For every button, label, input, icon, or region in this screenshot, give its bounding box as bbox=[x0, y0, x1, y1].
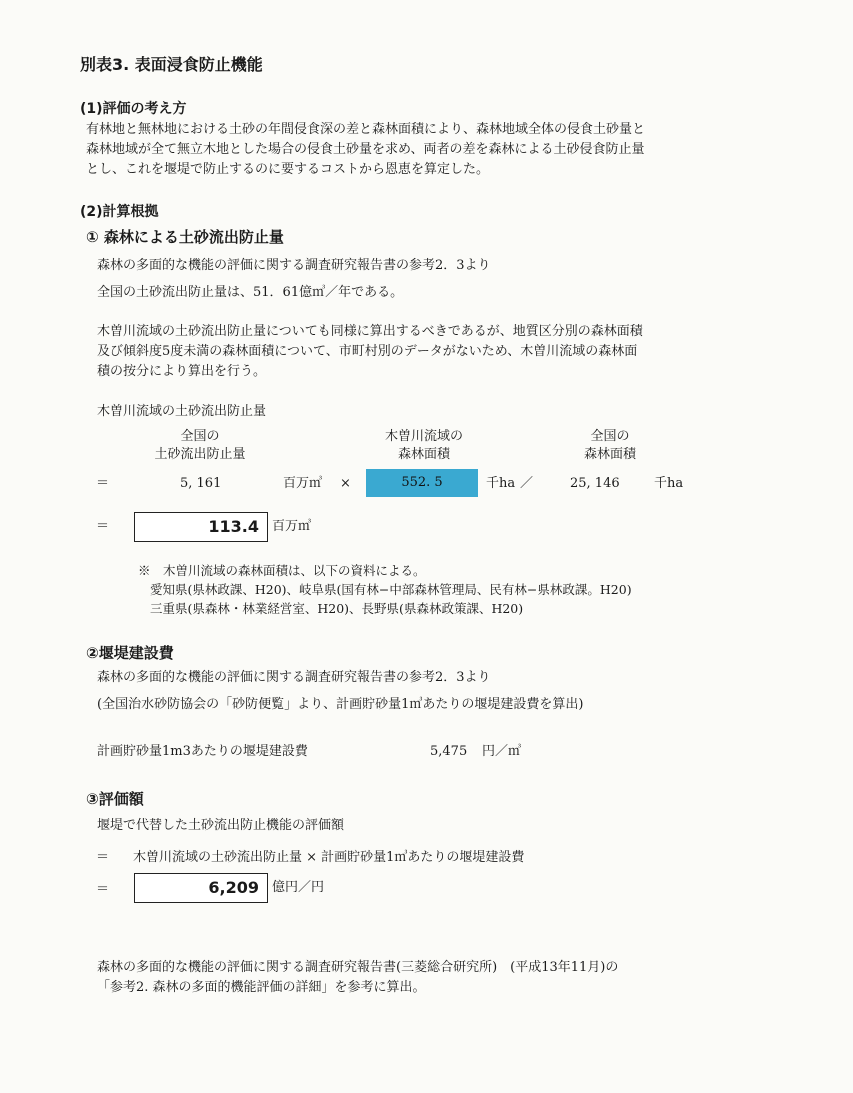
national-forest-area-value: 25, 146 bbox=[570, 476, 620, 491]
note-line: ※ 木曽川流域の森林面積は、以下の資料による。 bbox=[138, 563, 426, 578]
sub3-description: 堰堤で代替した土砂流出防止機能の評価額 bbox=[97, 818, 345, 833]
equals-sign: ＝ bbox=[96, 850, 110, 865]
footer-note bbox=[97, 958, 618, 998]
label-line: 全国の bbox=[180, 429, 220, 444]
divide-sign: ／ bbox=[520, 476, 534, 491]
kiso-forest-area-value: 552. 5 bbox=[366, 469, 478, 497]
multiply-sign: × bbox=[340, 476, 351, 491]
label-line: 木曽川流域の bbox=[384, 429, 463, 444]
evaluation-formula: 木曽川流域の土砂流出防止量 × 計画貯砂量1㎥あたりの堰堤建設費 bbox=[133, 850, 525, 865]
sub2-reference: 森林の多面的な機能の評価に関する調査研究報告書の参考2．3より bbox=[97, 670, 491, 685]
unit-million-m3: 百万㎥ bbox=[283, 476, 323, 491]
national-sediment-value: 5, 161 bbox=[180, 476, 222, 491]
equals-sign: ＝ bbox=[96, 519, 110, 534]
result-unit: 百万㎥ bbox=[272, 519, 312, 534]
sub1-national-value: 全国の土砂流出防止量は、51．61億㎥／年である。 bbox=[97, 285, 404, 300]
evaluation-result-box: 6,209 bbox=[134, 873, 268, 903]
dam-cost-unit: 円／㎥ bbox=[482, 744, 522, 759]
equals-sign: ＝ bbox=[96, 476, 110, 491]
equals-sign: ＝ bbox=[96, 882, 110, 897]
sub2-reference-note: (全国治水砂防協会の「砂防便覧」より、計画貯砂量1㎥あたりの堰堤建設費を算出) bbox=[97, 697, 584, 712]
paragraph-line: 及び傾斜度5度未満の森林面積について、市町村別のデータがないため、木曽川流域の森林面 bbox=[97, 344, 638, 359]
dam-cost-value: 5,475 bbox=[430, 744, 468, 759]
label-line: 森林面積 bbox=[583, 447, 636, 462]
footer-line: 「参考2. 森林の多面的機能評価の詳細」を参考に算出。 bbox=[97, 980, 426, 995]
section1-paragraph bbox=[86, 120, 645, 180]
note-line: 三重県(県森林・林業経営室、H20)、長野県(県森林政策課、H20) bbox=[150, 601, 524, 616]
sub1-heading: ① 森林による土砂流出防止量 bbox=[86, 228, 284, 246]
label-line: 土砂流出防止量 bbox=[154, 447, 246, 462]
label-line: 全国の bbox=[590, 429, 630, 444]
footer-line: 森林の多面的な機能の評価に関する調査研究報告書(三菱総合研究所) (平成13年11月)の bbox=[97, 960, 619, 975]
calc-label: 木曽川流域の土砂流出防止量 bbox=[97, 404, 267, 419]
page-title: 別表3. 表面浸食防止機能 bbox=[80, 55, 263, 74]
sub2-heading: ②堰堤建設費 bbox=[86, 644, 174, 662]
paragraph-line: とし、これを堰堤で防止するのに要するコストから恩恵を算定した。 bbox=[86, 162, 490, 177]
sub1-paragraph bbox=[97, 322, 643, 382]
paragraph-line: 木曽川流域の土砂流出防止量についても同様に算出するべきであるが、地質区分別の森林面積 bbox=[97, 324, 643, 339]
note-line: 愛知県(県林政課、H20)、岐阜県(国有林−中部森林管理局、民有林−県林政課。H20) bbox=[150, 582, 632, 597]
paragraph-line: 有林地と無林地における土砂の年間侵食深の差と森林面積により、森林地域全体の侵食土砂量と bbox=[86, 122, 646, 137]
section2-heading: (2)計算根拠 bbox=[80, 204, 159, 220]
label-line: 森林面積 bbox=[397, 447, 450, 462]
sub3-heading: ③評価額 bbox=[86, 790, 144, 808]
sediment-result-box: 113.4 bbox=[134, 512, 268, 542]
unit-thousand-ha: 千ha bbox=[486, 476, 516, 491]
col-national-sediment-label bbox=[130, 428, 270, 464]
dam-cost-label: 計画貯砂量1m3あたりの堰堤建設費 bbox=[97, 744, 308, 759]
paragraph-line: 積の按分により算出を行う。 bbox=[97, 364, 267, 379]
col-kiso-forest-area-label bbox=[354, 428, 494, 464]
unit-thousand-ha: 千ha bbox=[654, 476, 684, 491]
section1-heading: (1)評価の考え方 bbox=[80, 101, 187, 117]
sub1-reference: 森林の多面的な機能の評価に関する調査研究報告書の参考2．3より bbox=[97, 258, 491, 273]
paragraph-line: 森林地域が全て無立木地とした場合の侵食土砂量を求め、両者の差を森林による土砂侵食防止量 bbox=[86, 142, 645, 157]
evaluation-result-unit: 億円／円 bbox=[272, 880, 325, 895]
col-national-forest-area-label bbox=[540, 428, 680, 464]
